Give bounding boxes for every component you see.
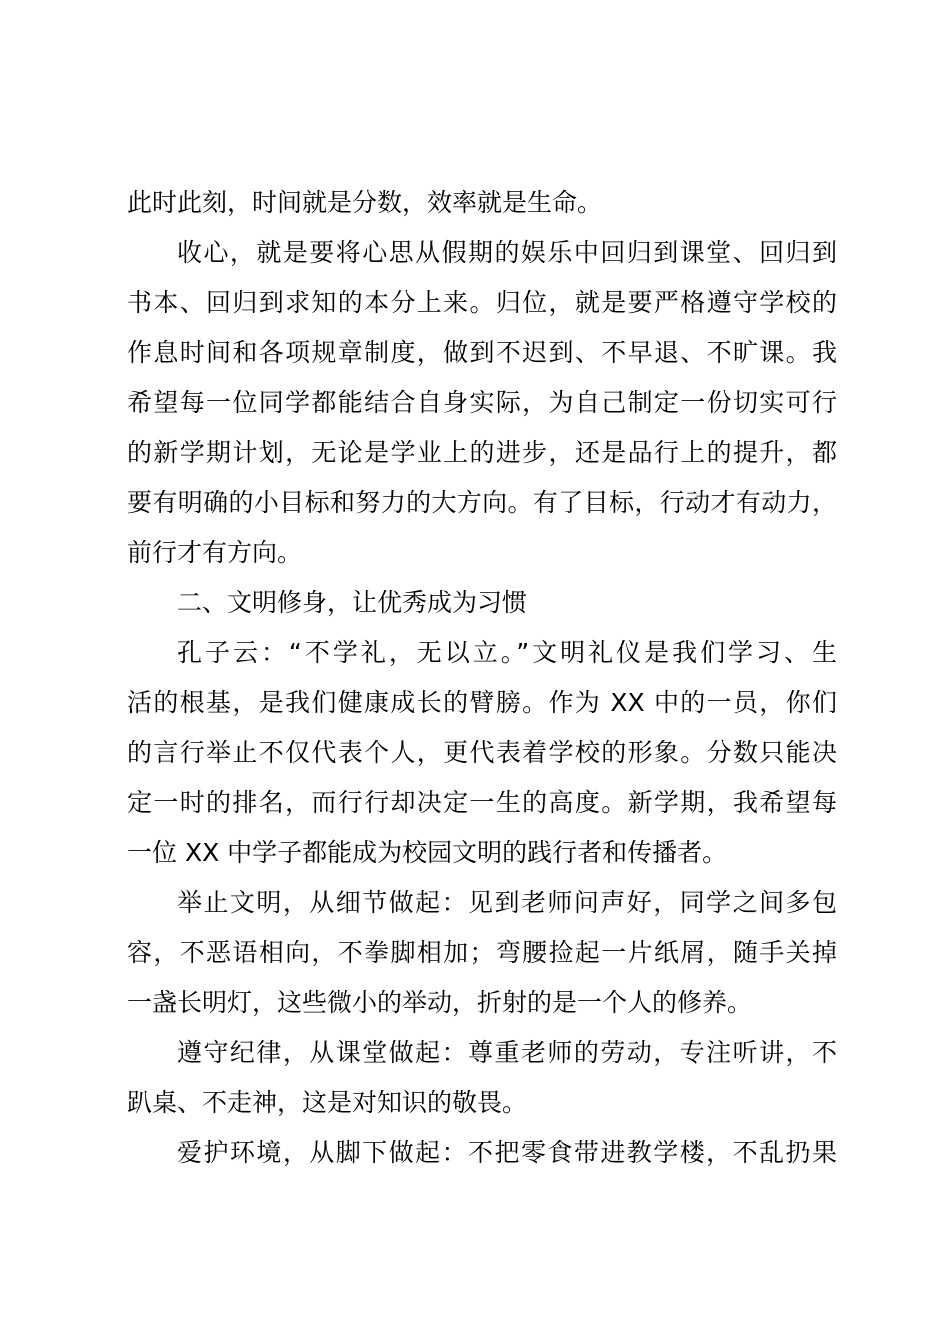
paragraph-manners	[127, 878, 837, 1028]
text-line: 孔子云：“不学礼，无以立。”文明礼仪是我们学习、生	[177, 638, 837, 667]
paragraph-continuation	[127, 178, 837, 228]
text-line: 一位 XX 中学子都能成为校园文明的践行者和传播者。	[127, 838, 728, 867]
document-body	[127, 178, 837, 1178]
text-line: 的新学期计划，无论是学业上的进步，还是品行上的提升，都	[127, 438, 837, 467]
text-line: 前行才有方向。	[127, 538, 303, 567]
text-line: 举止文明，从细节做起：见到老师问声好，同学之间多包	[177, 888, 837, 917]
text-line: 容，不恶语相向，不拳脚相加；弯腰捡起一片纸屑，随手关掉	[127, 938, 837, 967]
paragraph-environment	[127, 1128, 837, 1178]
text-line: 作息时间和各项规章制度，做到不迟到、不早退、不旷课。我	[127, 338, 837, 367]
text-line: 活的根基，是我们健康成长的臂膀。作为 XX 中的一员，你们	[127, 688, 837, 717]
text-line: 爱护环境，从脚下做起：不把零食带进教学楼，不乱扔果	[177, 1138, 837, 1167]
text-line: 收心，就是要将心思从假期的娱乐中回归到课堂、回归到	[177, 238, 837, 267]
text-line: 希望每一位同学都能结合自身实际，为自己制定一份切实可行	[127, 388, 837, 417]
text-line: 遵守纪律，从课堂做起：尊重老师的劳动，专注听讲，不	[177, 1038, 837, 1067]
text-line: 一盏长明灯，这些微小的举动，折射的是一个人的修养。	[127, 988, 753, 1017]
paragraph-etiquette	[127, 628, 837, 878]
text-line: 趴桌、不走神，这是对知识的敬畏。	[127, 1088, 528, 1117]
section-heading-text: 二、文明修身，让优秀成为习惯	[177, 588, 528, 617]
section-heading	[127, 578, 837, 628]
text-line: 要有明确的小目标和努力的大方向。有了目标，行动才有动力，	[127, 488, 837, 517]
paragraph-discipline	[127, 1028, 837, 1128]
paragraph-focus-and-order	[127, 228, 837, 578]
text-line: 此时此刻，时间就是分数，效率就是生命。	[127, 188, 603, 217]
text-line: 定一时的排名，而行行却决定一生的高度。新学期，我希望每	[127, 788, 837, 817]
text-line: 书本、回归到求知的本分上来。归位，就是要严格遵守学校的	[127, 288, 837, 317]
text-line: 的言行举止不仅代表个人，更代表着学校的形象。分数只能决	[127, 738, 837, 767]
